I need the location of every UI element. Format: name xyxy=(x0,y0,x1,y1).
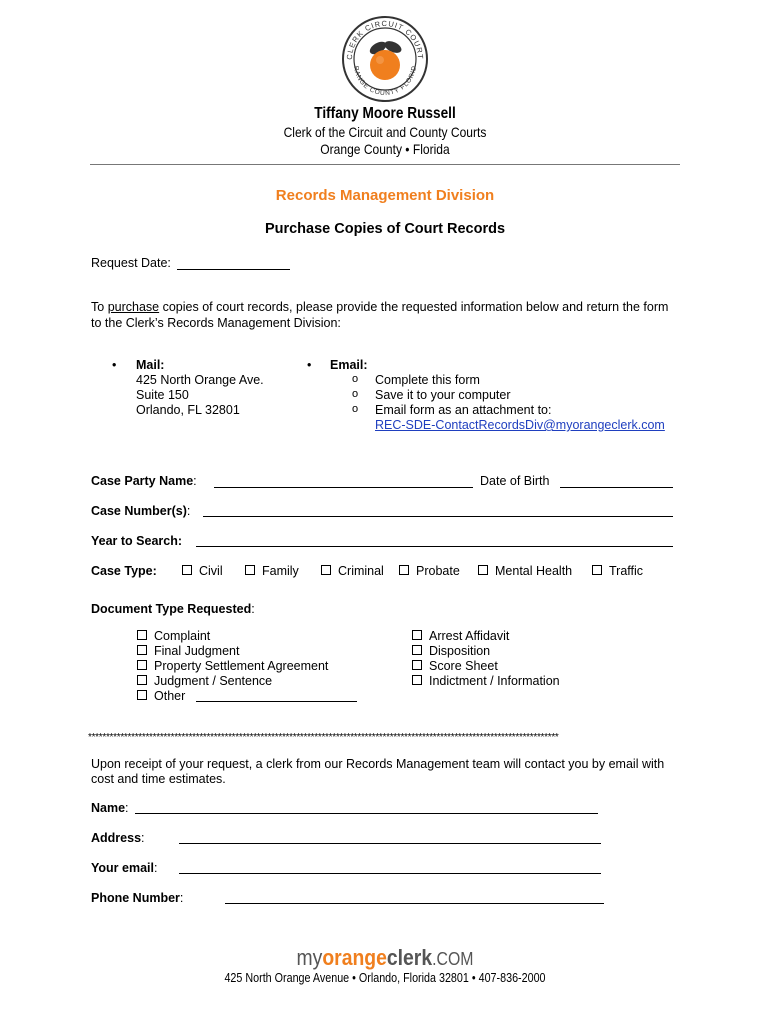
document-type-option: Arrest Affidavit xyxy=(429,629,510,643)
document-type-option: Score Sheet xyxy=(429,659,498,673)
intro-line-2: to the Clerk’s Records Management Division: xyxy=(91,316,341,330)
email-item: Save it to your computer xyxy=(375,388,511,402)
final-judgment-checkbox[interactable] xyxy=(137,645,147,655)
complaint-checkbox[interactable] xyxy=(137,630,147,640)
case-type-option: Civil xyxy=(199,564,223,578)
mail-line: Orlando, FL 32801 xyxy=(136,403,240,417)
document-type-option: Complaint xyxy=(154,629,211,643)
address-label: Address: xyxy=(91,831,145,845)
probate-checkbox[interactable] xyxy=(399,565,409,575)
email-item: Email form as an attachment to: xyxy=(375,403,552,417)
header-divider xyxy=(90,164,680,165)
name-label: Name: xyxy=(91,801,129,815)
notice-line-1: Upon receipt of your request, a clerk from our Records Management team will contact you by email with xyxy=(91,757,665,771)
property-settlement-checkbox[interactable] xyxy=(137,660,147,670)
other-checkbox[interactable] xyxy=(137,690,147,700)
date-of-birth-label: Date of Birth xyxy=(480,474,550,488)
clerk-location: Orange County • Florida xyxy=(320,141,450,157)
court-seal xyxy=(340,14,430,104)
disposition-checkbox[interactable] xyxy=(412,645,422,655)
email-sub-bullet: o xyxy=(352,388,359,400)
document-type-option: Indictment / Information xyxy=(429,674,560,688)
email-sub-bullet: o xyxy=(352,403,359,415)
document-type-option: Disposition xyxy=(429,644,491,658)
your-email-label: Your email: xyxy=(91,861,158,875)
document-type-option: Final Judgment xyxy=(154,644,240,658)
phone-number-label: Phone Number: xyxy=(91,891,184,905)
address-field[interactable] xyxy=(179,843,601,844)
mental-health-checkbox[interactable] xyxy=(478,565,488,575)
criminal-checkbox[interactable] xyxy=(321,565,331,575)
email-sub-bullet: o xyxy=(352,373,359,385)
case-type-option: Mental Health xyxy=(495,564,573,578)
notice-line-2: cost and time estimates. xyxy=(91,772,226,786)
civil-checkbox[interactable] xyxy=(182,565,192,575)
division-title: Records Management Division xyxy=(275,187,495,204)
case-type-label: Case Type: xyxy=(91,564,157,578)
email-label: Email: xyxy=(330,358,368,372)
mail-label: Mail: xyxy=(136,358,165,372)
seal-text-top: CLERK CIRCUIT COURT xyxy=(344,18,426,60)
case-party-name-field[interactable] xyxy=(214,487,473,488)
email-item: Complete this form xyxy=(375,373,480,387)
case-numbers-field[interactable] xyxy=(203,516,673,517)
indictment-information-checkbox[interactable] xyxy=(412,675,422,685)
clerk-name: Tiffany Moore Russell xyxy=(314,105,456,122)
footer-address: 425 North Orange Avenue • Orlando, Florida 32801 • 407-836-2000 xyxy=(224,971,546,985)
form-title: Purchase Copies of Court Records xyxy=(264,221,506,237)
mail-line: Suite 150 xyxy=(136,388,189,402)
document-type-option: Property Settlement Agreement xyxy=(154,659,329,673)
seal-icon xyxy=(340,14,430,104)
case-type-option: Probate xyxy=(416,564,460,578)
clerk-title: Clerk of the Circuit and County Courts xyxy=(283,124,487,140)
mail-line: 425 North Orange Ave. xyxy=(136,373,264,387)
document-type-option: Judgment / Sentence xyxy=(154,674,273,688)
date-of-birth-field[interactable] xyxy=(560,487,673,488)
document-type-label: Document Type Requested: xyxy=(91,602,255,616)
case-type-option: Traffic xyxy=(609,564,644,578)
request-date-label: Request Date: xyxy=(91,256,171,270)
year-to-search-field[interactable] xyxy=(196,546,673,547)
year-to-search-label: Year to Search: xyxy=(91,534,183,548)
mail-bullet: • xyxy=(112,358,117,372)
document-type-option: Other xyxy=(154,689,186,703)
family-checkbox[interactable] xyxy=(245,565,255,575)
other-field[interactable] xyxy=(196,701,357,702)
arrest-affidavit-checkbox[interactable] xyxy=(412,630,422,640)
score-sheet-checkbox[interactable] xyxy=(412,660,422,670)
name-field[interactable] xyxy=(135,813,598,814)
star-separator: *********************************************************************************************************************************** xyxy=(88,732,559,743)
footer-logo: myorangeclerk.COM xyxy=(296,945,474,970)
case-numbers-label: Case Number(s): xyxy=(91,504,191,518)
seal-text-bottom: RANGE COUNTY FLORID xyxy=(351,64,419,98)
your-email-field[interactable] xyxy=(179,873,601,874)
case-type-option: Criminal xyxy=(338,564,384,578)
traffic-checkbox[interactable] xyxy=(592,565,602,575)
email-address-link[interactable]: REC-SDE-ContactRecordsDiv@myorangeclerk.com xyxy=(375,418,665,432)
case-party-name-label: Case Party Name: xyxy=(91,474,197,488)
email-bullet: • xyxy=(307,358,312,372)
case-type-option: Family xyxy=(262,564,299,578)
judgment-sentence-checkbox[interactable] xyxy=(137,675,147,685)
intro-line-1: To purchase copies of court records, please provide the requested information below and return the form xyxy=(91,300,669,314)
phone-number-field[interactable] xyxy=(225,903,604,904)
request-date-field[interactable] xyxy=(177,269,290,270)
